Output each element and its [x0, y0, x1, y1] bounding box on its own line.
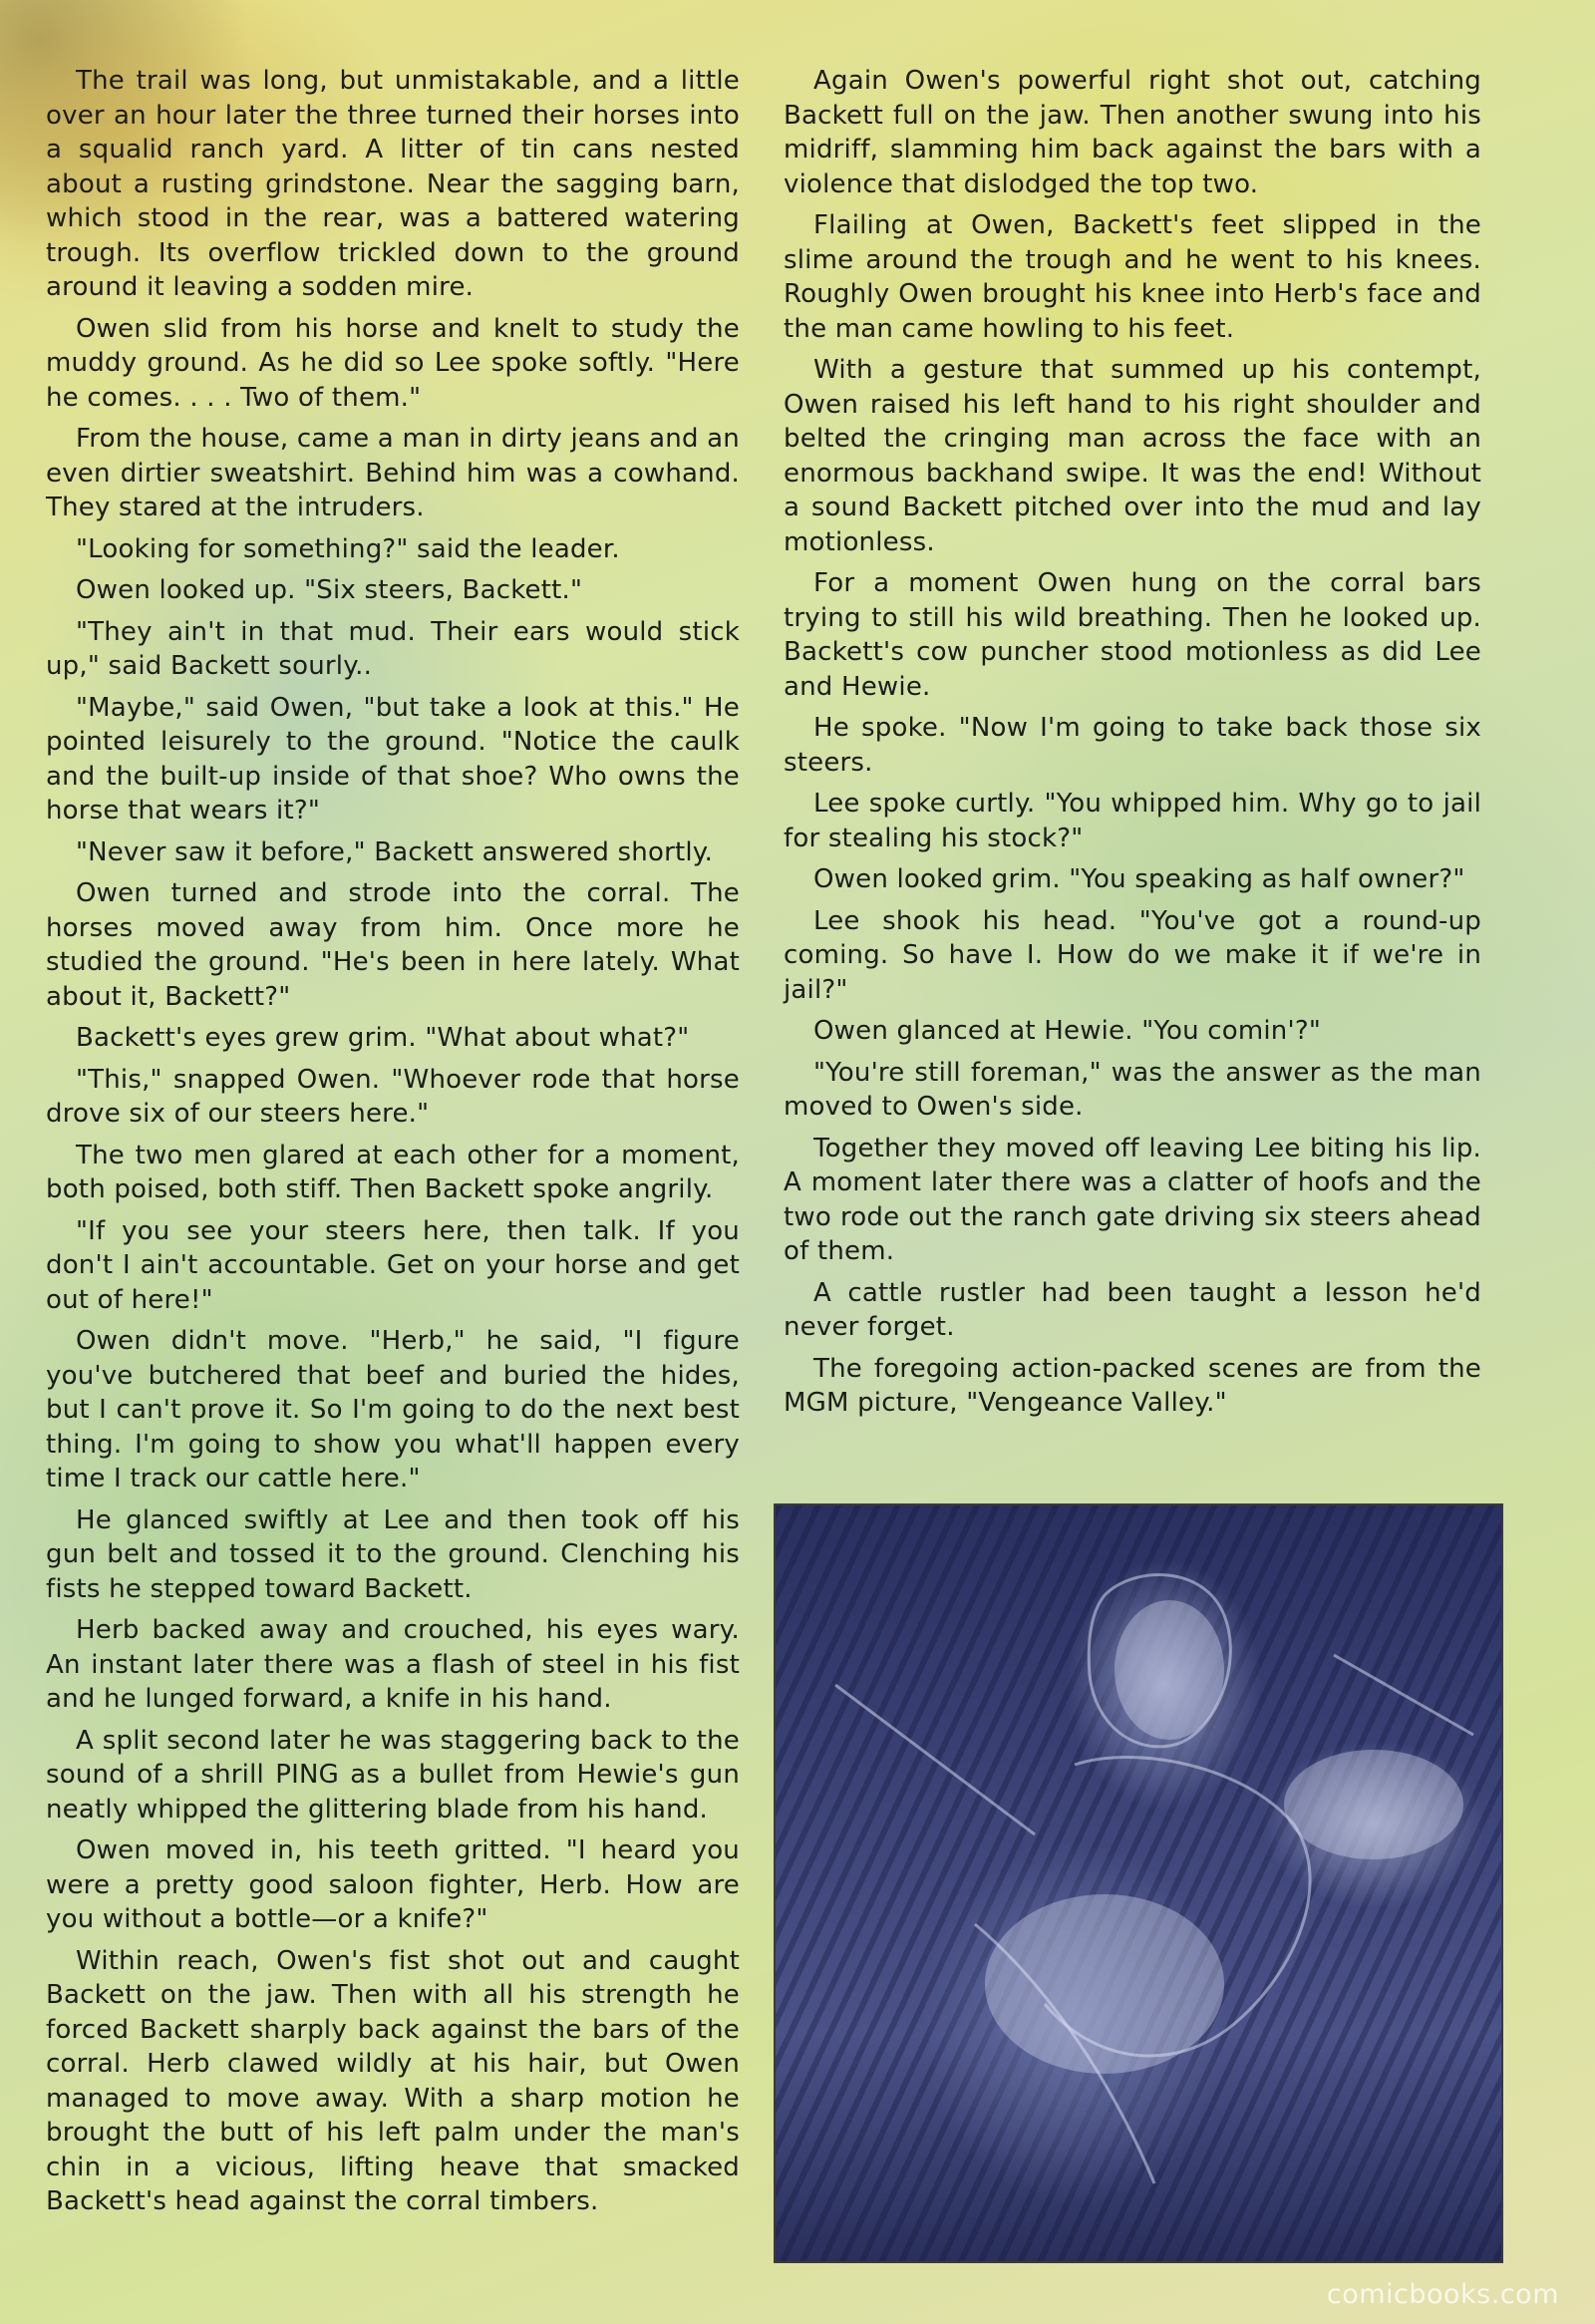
paragraph: Together they moved off leaving Lee biting his lip. A moment later there was a clatter of hoofs and the two rode out the ranch gate driving six steers ahead of them. — [784, 1133, 1481, 1266]
paragraph: Lee shook his head. "You've got a round-up coming. So have I. How do we make it if we're in jail?" — [784, 905, 1481, 1005]
paragraph: Owen looked up. "Six steers, Backett." — [76, 575, 583, 605]
paragraph: Again Owen's powerful right shot out, catching Backett full on the jaw. Then another swung into his midriff, slamming him back against the bars with a violence that dislodged the top two. — [784, 66, 1481, 199]
paragraph: Owen looked grim. "You speaking as half owner?" — [813, 864, 1465, 894]
paragraph: Owen slid from his horse and knelt to study the muddy ground. As he did so Lee spoke softly. "Here he comes. . . . Two of them." — [46, 313, 740, 413]
paragraph: Herb backed away and crouched, his eyes wary. An instant later there was a flash of steel in his fist and he lunged forward, a knife in his hand. — [46, 1615, 740, 1714]
paragraph: Within reach, Owen's fist shot out and caught Backett on the jaw. Then with all his strength he forced Backett sharply back against the bars of the corral. Herb clawed wildly at his hair, but Owen managed to move away. With a sharp motion he brought the butt of his left palm under the man's chin in a vicious, lifting heave that smacked Backett's head against the corral timbers. — [46, 1945, 740, 2216]
paragraph: "You're still foreman," was the answer as the man moved to Owen's side. — [784, 1057, 1481, 1122]
film-still-illustration — [776, 1505, 1501, 2261]
paragraph: Owen turned and strode into the corral. The horses moved away from him. Once more he studied the ground. "He's been in here lately. What about it, Backett?" — [46, 878, 740, 1012]
paragraph: "Never saw it before," Backett answered shortly. — [76, 836, 714, 867]
watermark: comicbooks.com — [1326, 2279, 1559, 2310]
paragraph: With a gesture that summed up his contempt, Owen raised his left hand to his right shoulder and belted the cringing man across the face with an enormous backhand swipe. It was the end! Without a sound Backett pitched over into the mud and lay motionless. — [784, 355, 1481, 557]
paragraph: "This," snapped Owen. "Whoever rode that horse drove six of our steers here." — [46, 1064, 740, 1129]
paragraph: He glanced swiftly at Lee and then took off his gun belt and tossed it to the ground. Clenching his fists he stepped toward Backett. — [46, 1504, 740, 1604]
left-text-column — [46, 64, 740, 2226]
paragraph: Lee spoke curtly. "You whipped him. Why go to jail for stealing his stock?" — [784, 789, 1481, 853]
paragraph: Flailing at Owen, Backett's feet slipped in the slime around the trough and he went to his knees. Roughly Owen brought his knee into Herb's face and the man came howling to his feet. — [784, 210, 1481, 344]
paragraph: "They ain't in that mud. Their ears would stick up," said Backett sourly.. — [46, 616, 740, 681]
paragraph: A cattle rustler had been taught a lesson he'd never forget. — [784, 1277, 1481, 1342]
film-still-photo — [774, 1503, 1503, 2263]
right-text-column — [784, 64, 1481, 1428]
paragraph: "If you see your steers here, then talk. If you don't I ain't accountable. Get on your horse and get out of here!" — [46, 1215, 740, 1315]
paragraph: He spoke. "Now I'm going to take back those six steers. — [784, 713, 1481, 778]
paragraph: For a moment Owen hung on the corral bars trying to still his wild breathing. Then he looked up. Backett's cow puncher stood motionless as did Lee and Hewie. — [784, 568, 1481, 702]
paragraph: Owen didn't move. "Herb," he said, "I figure you've butchered that beef and buried the hides, but I can't prove it. So I'm going to do the next best thing. I'm going to show you what'll happen every time I track our cattle here." — [46, 1326, 740, 1494]
paragraph: Owen glanced at Hewie. "You comin'?" — [813, 1016, 1321, 1046]
paragraph: A split second later he was staggering back to the sound of a shrill PING as a bullet from Hewie's gun neatly whipped the glittering blade from his hand. — [46, 1725, 740, 1825]
paragraph: Backett's eyes grew grim. "What about what?" — [76, 1023, 690, 1053]
paragraph: The trail was long, but unmistakable, and a little over an hour later the three turned their horses into a squalid ranch yard. A litter of tin cans nested about a rusting grindstone. Near the sagging barn, which stood in the rear, was a battered watering trough. Its overflow trickled down to the ground around it leaving a sodden mire. — [46, 66, 740, 302]
paragraph: The foregoing action-packed scenes are from the MGM picture, "Vengeance Valley." — [784, 1353, 1481, 1418]
paragraph: From the house, came a man in dirty jeans and an even dirtier sweatshirt. Behind him was a cowhand. They stared at the intruders. — [46, 424, 740, 522]
paragraph: Owen moved in, his teeth gritted. "I heard you were a pretty good saloon fighter, Herb. How are you without a bottle—or a knife?" — [46, 1835, 740, 1934]
paragraph: "Maybe," said Owen, "but take a look at this." He pointed leisurely to the ground. "Notice the caulk and the built-up inside of that shoe? Who owns the horse that wears it?" — [46, 692, 740, 826]
paragraph: "Looking for something?" said the leader. — [76, 533, 620, 564]
paragraph: The two men glared at each other for a moment, both poised, both stiff. Then Backett spoke angrily. — [46, 1140, 740, 1204]
